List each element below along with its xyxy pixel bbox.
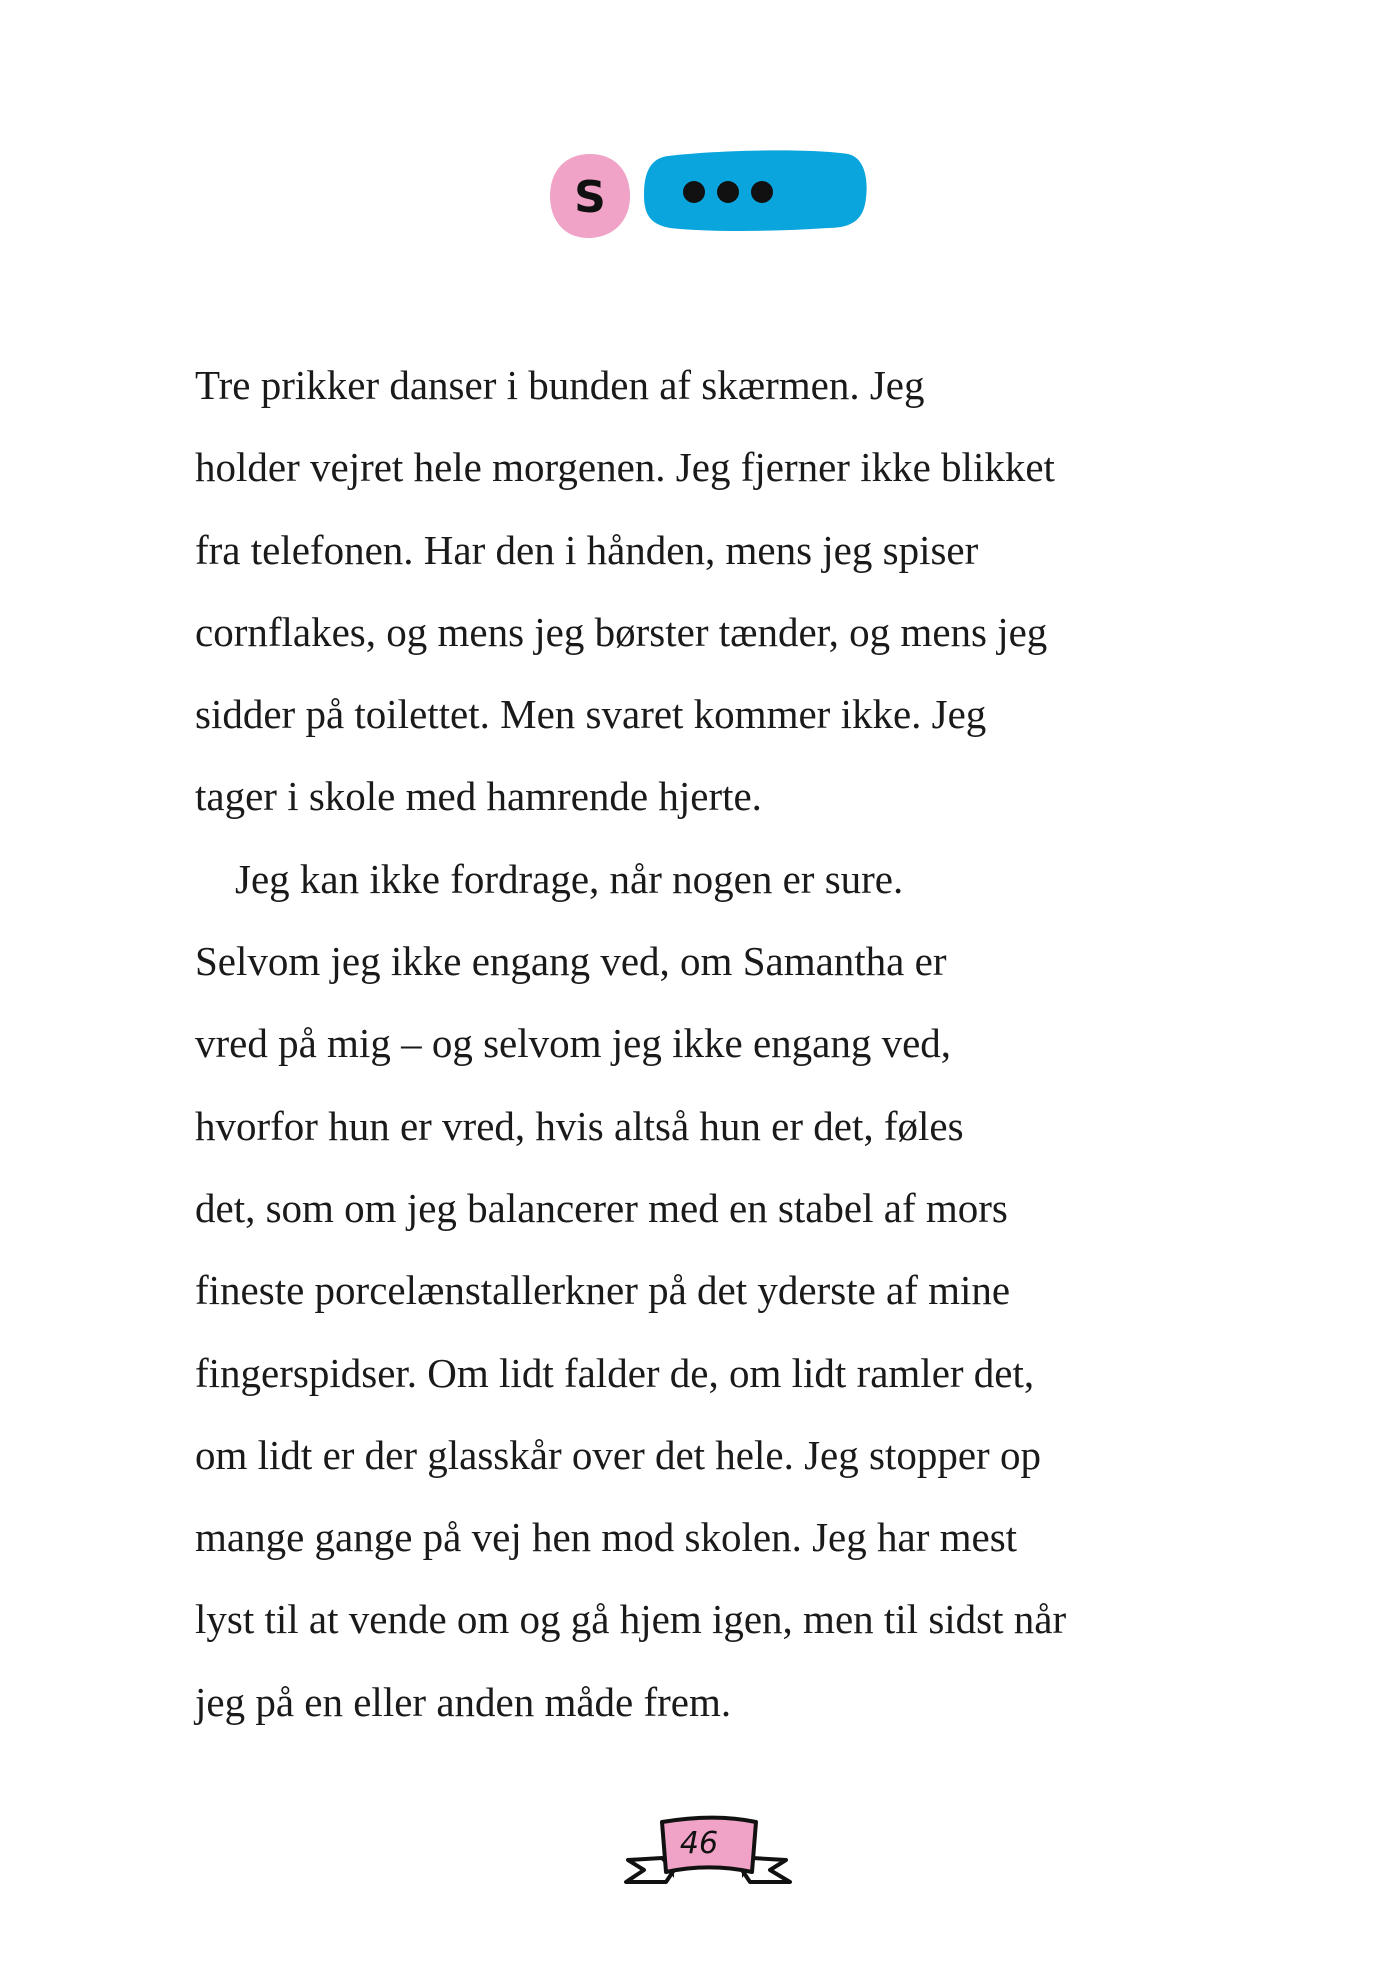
speaker-avatar	[550, 154, 630, 238]
speaker-initial: S	[574, 172, 606, 223]
text-line: Selvom jeg ikke engang ved, om Samantha er	[195, 938, 947, 985]
text-line: lyst til at vende om og gå hjem igen, men til sidst når	[195, 1596, 1067, 1643]
typing-dot-icon	[717, 181, 739, 203]
text-line: tager i skole med hamrende hjerte.	[195, 773, 762, 820]
text-line: fineste porcelænstallerkner på det yderste af mine	[195, 1267, 1011, 1314]
text-line: sidder på toilettet. Men svaret kommer ikke. Jeg	[195, 691, 987, 738]
typing-bubble	[644, 150, 867, 231]
body-text	[195, 344, 1255, 1743]
paragraph-2	[195, 838, 1255, 1743]
typing-dot-icon	[751, 181, 773, 203]
text-line: fra telefonen. Har den i hånden, mens jeg spiser	[195, 526, 979, 573]
text-line: det, som om jeg balancerer med en stabel af mors	[195, 1184, 1008, 1231]
page-number: 46	[679, 1826, 719, 1861]
text-line: cornflakes, og mens jeg børster tænder, og mens jeg	[195, 608, 1048, 655]
text-line: Jeg kan ikke fordrage, når nogen er sure.	[235, 855, 904, 902]
text-line: holder vejret hele morgenen. Jeg fjerner ikke blikket	[195, 444, 1055, 491]
typing-dot-icon	[683, 181, 705, 203]
chat-indicator	[548, 148, 868, 258]
text-line: vred på mig – og selvom jeg ikke engang ved,	[195, 1020, 952, 1067]
text-line: fingerspidser. Om lidt falder de, om lidt ramler det,	[195, 1349, 1035, 1396]
text-line: jeg på en eller anden måde frem.	[195, 1678, 732, 1725]
text-line: hvorfor hun er vred, hvis altså hun er det, føles	[195, 1102, 964, 1149]
paragraph-1	[195, 344, 1255, 838]
text-line: Tre prikker danser i bunden af skærmen. Jeg	[195, 362, 925, 408]
chat-indicator-graphic	[548, 148, 868, 258]
text-line: mange gange på vej hen mod skolen. Jeg har mest	[195, 1514, 1018, 1561]
text-line: om lidt er der glasskår over det hele. Jeg stopper op	[195, 1431, 1041, 1478]
